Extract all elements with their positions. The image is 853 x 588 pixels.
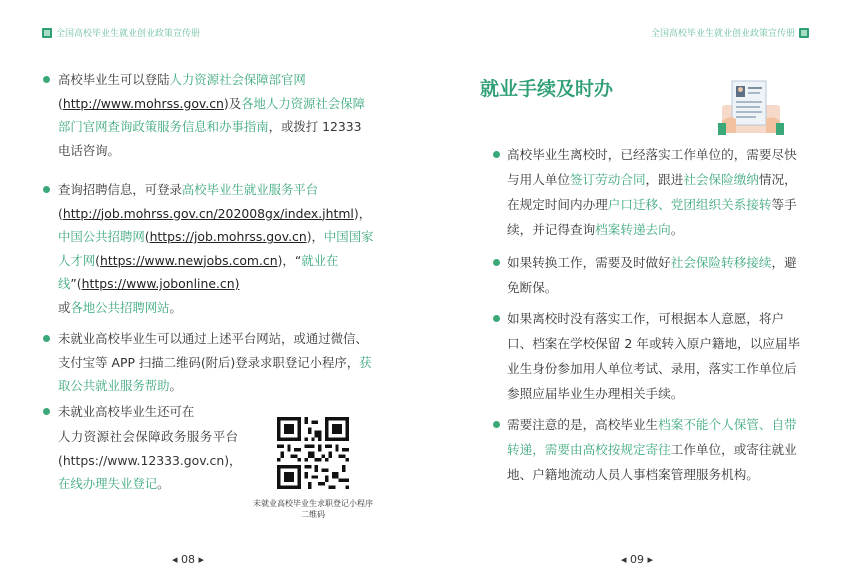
bullet-dot-icon — [43, 76, 50, 83]
running-header-text: 全国高校毕业生就业创业政策宣传册 — [56, 29, 201, 39]
paragraph-official-sites: 高校毕业生可以登陆人力资源社会保障部官网(http://www.mohrss.gov.cn)及各地人力资源社会保障部门官网查询政策服务信息和办事指南，或拨打 12333 电话咨询。 — [58, 68, 376, 162]
bullet-dot-icon — [43, 335, 50, 342]
link-local-job-sites[interactable]: 各地公共招聘网站 — [70, 299, 170, 315]
paragraph-unemployment-registration: 人力资源社会保障政务服务平台(https://www.12333.gov.cn)，在线办理失业登记。 — [58, 429, 242, 491]
link-public-job-site[interactable]: 中国公共招聘网 — [58, 229, 145, 244]
bullet-dot-icon — [493, 151, 500, 158]
running-header-right — [651, 26, 809, 39]
section-title: 就业手续及时办 — [480, 78, 614, 100]
resume-documents-illustration — [718, 77, 784, 135]
paragraph-mini-program: 未就业高校毕业生可以通过上述平台网站，或通过微信、支付宝等 APP 扫描二维码(附后)登录求职登记小程序，获取公共就业服务帮助。 — [58, 327, 376, 398]
running-header-left — [42, 26, 200, 39]
right-page — [427, 0, 853, 588]
link-graduate-job-platform[interactable]: 高校毕业生就业服务平台 — [181, 182, 319, 197]
link-unemployment-registration[interactable]: 在线办理失业登记 — [58, 476, 158, 491]
highlight-archive-destination: 档案转递去向 — [595, 222, 671, 237]
url-jobonline[interactable]: https://www.jobonline.cn — [81, 276, 235, 291]
highlight-household-transfer: 户口迁移、党团组织关系接转 — [607, 197, 772, 212]
link-employment-help[interactable]: 获取公共就业服务帮助 — [58, 354, 372, 393]
link-jobonline[interactable]: 就业在线 — [58, 252, 339, 291]
left-page — [0, 0, 426, 588]
runner-mark-icon — [799, 28, 809, 38]
link-mohrss-site[interactable]: 人力资源社会保障部官网 — [169, 72, 306, 87]
running-header-text: 全国高校毕业生就业创业政策宣传册 — [650, 29, 795, 39]
highlight-labor-contract: 签订劳动合同 — [569, 172, 646, 187]
paragraph-job-change: 如果转换工作，需要及时做好社会保险转移接续，避免断保。 — [507, 250, 807, 300]
bullet-dot-icon — [493, 259, 500, 266]
page-number-left: ◂ 08 ▸ — [171, 553, 205, 566]
url-public-job-site[interactable]: https://job.mohrss.gov.cn — [149, 229, 307, 244]
runner-mark-icon — [42, 28, 52, 38]
url-national-talent-site[interactable]: https://www.newjobs.com.cn — [100, 252, 278, 268]
link-local-hr-sites[interactable]: 各地人力资源社会保障部门官网查询政策服务信息和办事指南 — [58, 95, 366, 134]
bullet-dot-icon — [493, 315, 500, 322]
paragraph-archive-notice: 需要注意的是，高校毕业生档案不能个人保管、自带转递，需要由高校按规定寄往工作单位，或寄往就业地、户籍地流动人员人事档案管理服务机构。 — [507, 412, 807, 487]
bullet-dot-icon — [493, 421, 500, 428]
qr-code[interactable] — [277, 417, 349, 489]
highlight-social-insurance: 社会保险缴纳 — [683, 172, 759, 187]
link-national-talent-site[interactable]: 中国国家人才网 — [58, 229, 374, 268]
paragraph-unemployment-lead: 未就业高校毕业生还可在 — [58, 400, 376, 424]
qr-caption: 未就业高校毕业生求职登记小程序二维码 — [253, 499, 373, 519]
bullet-dot-icon — [43, 408, 50, 415]
url-mohrss[interactable]: http://www.mohrss.gov.cn — [62, 95, 224, 111]
paragraph-not-employed: 如果离校时没有落实工作，可根据本人意愿，将户口、档案在学校保留 2 年或转入原户籍地，以应届毕业生身份参加用人单位考试、录用，落实工作单位后参照应届毕业生办理相关手续。 — [507, 306, 807, 406]
highlight-insurance-transfer: 社会保险转移接续 — [670, 255, 772, 270]
page-number-right: ◂ 09 ▸ — [620, 553, 654, 566]
url-graduate-job-platform[interactable]: http://job.mohrss.gov.cn/202008gx/index.jhtml — [62, 205, 354, 221]
bullet-dot-icon — [43, 186, 50, 193]
paragraph-job-sites: 查询招聘信息，可登录高校毕业生就业服务平台(http://job.mohrss.gov.cn/202008gx/index.jhtml)，中国公共招聘网(https://job.mohrss.gov.cn)，中国国家人才网(https://www.newjobs.com.cn)，“就业在线”(https://www.jobonline.cn) 或各地公共招聘网站。 — [58, 178, 376, 319]
highlight-archive-rules: 档案不能个人保管、自带转递，需要由高校按规定寄往 — [507, 417, 797, 457]
paragraph-leave-school-employed: 高校毕业生离校时，已经落实工作单位的，需要尽快与用人单位签订劳动合同，跟进社会保险缴纳情况，在规定时间内办理户口迁移、党团组织关系接转等手续，并记得查询档案转递去向。 — [507, 142, 807, 242]
